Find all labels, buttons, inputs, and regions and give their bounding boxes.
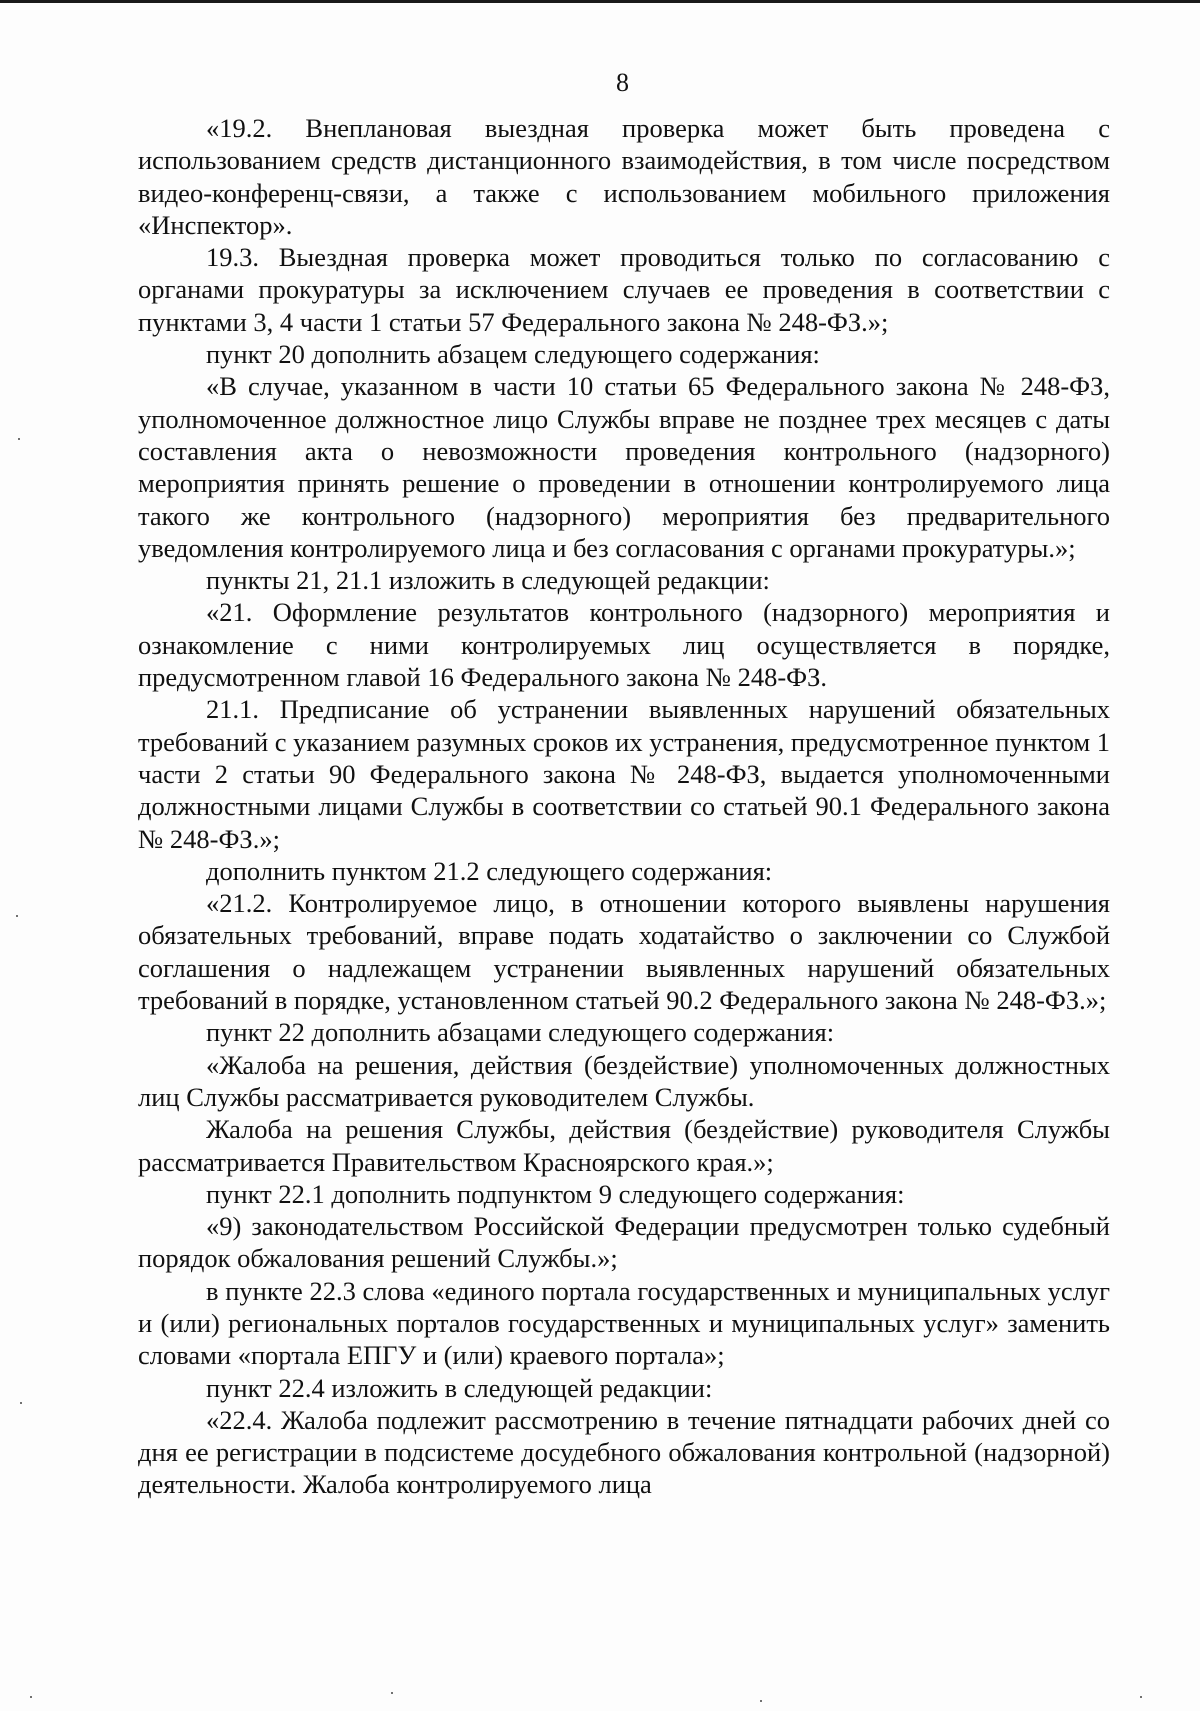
- scan-speck: [20, 1402, 22, 1404]
- paragraph-amend-22-4: пункт 22.4 изложить в следующей редакции:: [206, 1372, 713, 1403]
- scan-speck: [30, 1696, 32, 1698]
- paragraph-amend-21: пункты 21, 21.1 изложить в следующей редакции:: [206, 565, 770, 596]
- paragraph-amend-20: пункт 20 дополнить абзацем следующего содержания:: [206, 339, 820, 370]
- paragraph-22-complaint-head: Жалоба на решения Службы, действия (бездействие) руководителя Службы рассматривается Правительством Красноярского края.»;: [138, 1114, 1110, 1177]
- paragraph-22-4: «22.4. Жалоба подлежит рассмотрению в течение пятнадцати рабочих дней со дня ее регистрации в подсистеме досудебного обжалования контрольной (надзорной) деятельности. Жалоба контролируемого лица: [138, 1404, 1110, 1500]
- paragraph-19-2: «19.2. Внеплановая выездная проверка может быть проведена с использованием средств дистанционного взаимодействия, в том числе посредством видео-конференц-связи, а также с использованием мобильного приложения «Инспектор».: [138, 113, 1110, 240]
- paragraph-22-1-item-9: «9) законодательством Российской Федерации предусмотрен только судебный порядок обжалования решений Службы.»;: [138, 1211, 1110, 1274]
- paragraph-21-1: 21.1. Предписание об устранении выявленных нарушений обязательных требований с указанием разумных сроков их устранения, предусмотренное пунктом 1 части 2 статьи 90 Федерального закона № 248-ФЗ, выдается уполномоченными должностными лицами Службы в соответствии со статьей 90.1 Федерального закона № 248-ФЗ.»;: [138, 694, 1110, 854]
- document-body: [138, 112, 1110, 1501]
- scan-speck: [16, 915, 18, 917]
- paragraph-amend-22: пункт 22 дополнить абзацами следующего содержания:: [206, 1017, 835, 1048]
- paragraph-21: «21. Оформление результатов контрольного (надзорного) мероприятия и ознакомление с ними контролируемых лиц осуществляется в порядке, предусмотренном главой 16 Федерального закона № 248-ФЗ.: [138, 597, 1110, 693]
- scan-speck: [1140, 1696, 1142, 1698]
- paragraph-19-3: 19.3. Выездная проверка может проводиться только по согласованию с органами прокуратуры за исключением случаев ее проведения в соответствии с пунктами 3, 4 части 1 статьи 57 Федерального закона № 248-ФЗ.»;: [138, 242, 1110, 337]
- scan-speck: [18, 438, 20, 440]
- page-number: 8: [616, 68, 629, 97]
- paragraph-amend-21-2: дополнить пунктом 21.2 следующего содержания:: [206, 855, 773, 886]
- scan-speck: [760, 1700, 762, 1702]
- paragraph-amend-22-3: в пункте 22.3 слова «единого портала государственных и муниципальных услуг и (или) региональных порталов государственных и муниципальных услуг» заменить словами «портала ЕПГУ и (или) краевого портала»;: [138, 1275, 1110, 1371]
- scan-top-edge: [0, 0, 1200, 3]
- paragraph-21-2: «21.2. Контролируемое лицо, в отношении которого выявлены нарушения обязательных требований, вправе подать ходатайство о заключении со Службой соглашения о надлежащем устранении выявленных нарушений обязательных требований в порядке, установленном статьей 90.2 Федерального закона № 248-ФЗ.»;: [138, 888, 1110, 1016]
- paragraph-20-text: «В случае, указанном в части 10 статьи 65 Федерального закона № 248-ФЗ, уполномоченное должностное лицо Службы вправе не позднее трех месяцев с даты составления акта о невозможности проведения контрольного (надзорного) мероприятия принять решение о проведении в отношении контролируемого лица такого же контрольного (надзорного) мероприятия без предварительного уведомления контролируемого лица и без согласования с органами прокуратуры.»;: [138, 371, 1110, 563]
- paragraph-22-complaint-officials: «Жалоба на решения, действия (бездействие) уполномоченных должностных лиц Службы рассматривается руководителем Службы.: [138, 1049, 1110, 1112]
- scan-speck: [391, 1692, 393, 1694]
- paragraph-amend-22-1: пункт 22.1 дополнить подпунктом 9 следующего содержания:: [206, 1178, 905, 1209]
